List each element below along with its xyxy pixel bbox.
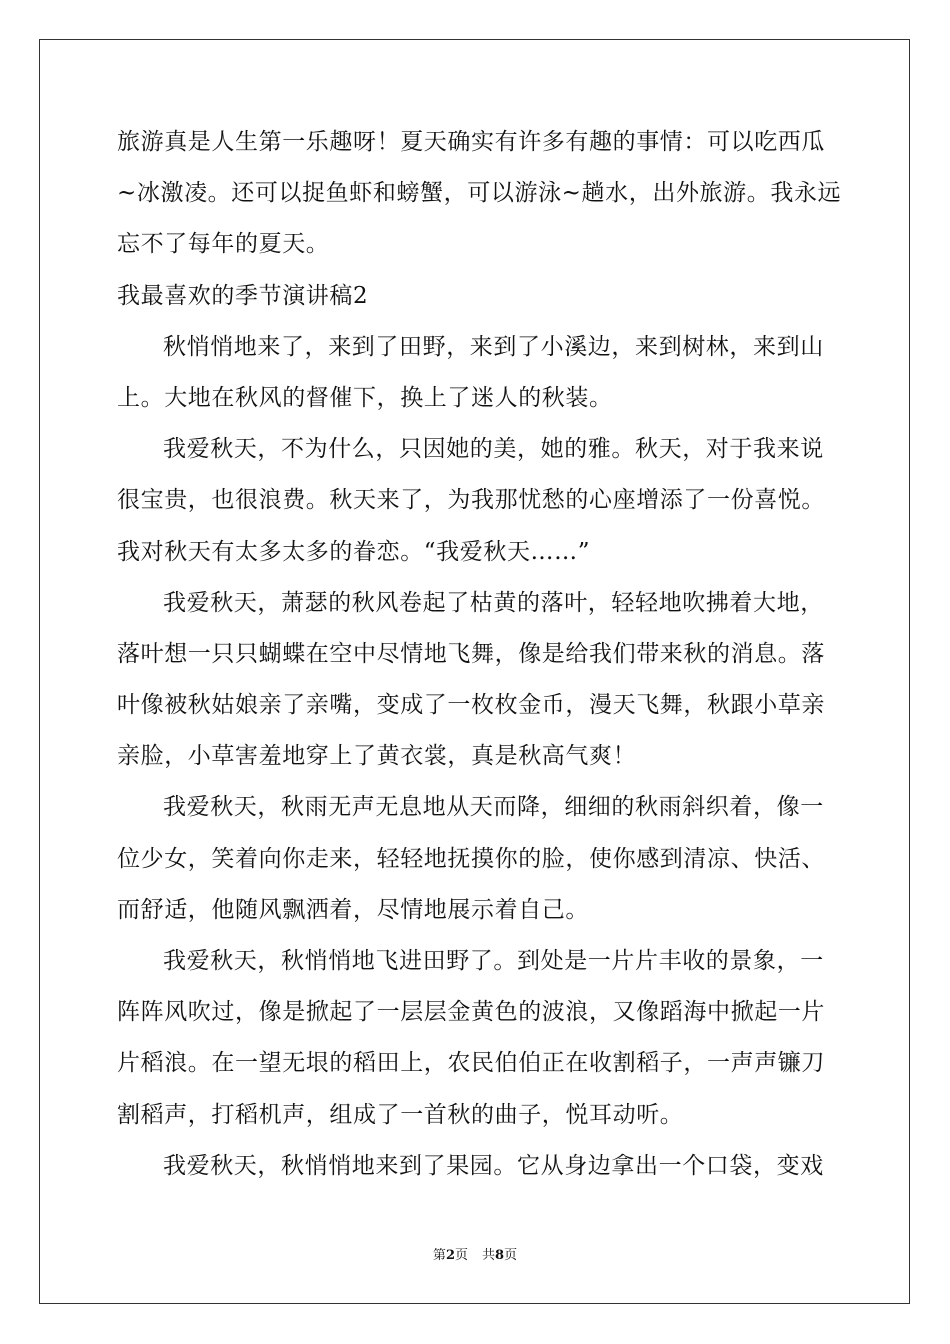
text-line: 上。大地在秋风的督催下，换上了迷人的秋装。 bbox=[117, 384, 613, 411]
text-line: 秋悄悄地来了，来到了田野，来到了小溪边，来到树林，来到山 bbox=[163, 333, 824, 360]
page-suffix: 页 bbox=[454, 1248, 468, 1263]
text-line: 忘不了每年的夏天。 bbox=[117, 231, 330, 258]
text-line: 我爱秋天，不为什么，只因她的美，她的雅。秋天，对于我来说 bbox=[163, 436, 824, 463]
text-line: 我爱秋天，秋悄悄地飞进田野了。到处是一片片丰收的景象，一 bbox=[163, 948, 824, 974]
text-line: 而舒适，他随风飘洒着，尽情地展示着自己。 bbox=[117, 896, 589, 923]
text-line: 旅游真是人生第一乐趣呀！夏天确实有许多有趣的事情：可以吃西瓜 bbox=[117, 129, 825, 155]
page-footer bbox=[0, 1248, 950, 1264]
text-line: 叶像被秋姑娘亲了亲嘴，变成了一枚枚金币，漫天飞舞，秋跟小草亲 bbox=[117, 692, 825, 719]
text-line: 我爱秋天，秋悄悄地来到了果园。它从身边拿出一个口袋，变戏 bbox=[163, 1152, 824, 1179]
text-line: 亲脸，小草害羞地穿上了黄衣裳，真是秋高气爽！ bbox=[117, 743, 637, 770]
text-line: 阵阵风吹过，像是掀起了一层层金黄色的波浪，又像蹈海中掀起一片 bbox=[117, 999, 825, 1026]
text-line: ~冰激凌。还可以捉鱼虾和螃蟹，可以游泳~趟水，出外旅游。我永远 bbox=[117, 180, 842, 207]
text-line: 我对秋天有太多太多的眷恋。“我爱秋天……” bbox=[117, 538, 591, 565]
document-body bbox=[117, 127, 842, 1202]
text-line: 我爱秋天，萧瑟的秋风卷起了枯黄的落叶，轻轻地吹拂着大地， bbox=[163, 589, 824, 616]
text-line: 片稻浪。在一望无垠的稻田上，农民伯伯正在收割稻子，一声声镰刀 bbox=[117, 1050, 825, 1077]
text-line: 位少女，笑着向你走来，轻轻地抚摸你的脸，使你感到清凉、快活、 bbox=[117, 845, 825, 872]
text-line: 割稻声，打稻机声，组成了一首秋的曲子，悦耳动听。 bbox=[117, 1101, 684, 1128]
total-pages-number: 8 bbox=[495, 1248, 505, 1263]
total-prefix: 共 bbox=[482, 1248, 496, 1263]
text-line: 落叶想一只只蝴蝶在空中尽情地飞舞，像是给我们带来秋的消息。落 bbox=[117, 640, 825, 667]
text-line: 很宝贵，也很浪费。秋天来了，为我那忧愁的心座增添了一份喜悦。 bbox=[117, 487, 825, 514]
text-line: 我爱秋天，秋雨无声无息地从天而降，细细的秋雨斜织着，像一 bbox=[163, 794, 824, 821]
current-page-number: 2 bbox=[445, 1248, 455, 1263]
page-prefix: 第 bbox=[432, 1248, 446, 1263]
section-title: 我最喜欢的季节演讲稿2 bbox=[117, 282, 369, 309]
total-suffix: 页 bbox=[504, 1248, 518, 1263]
